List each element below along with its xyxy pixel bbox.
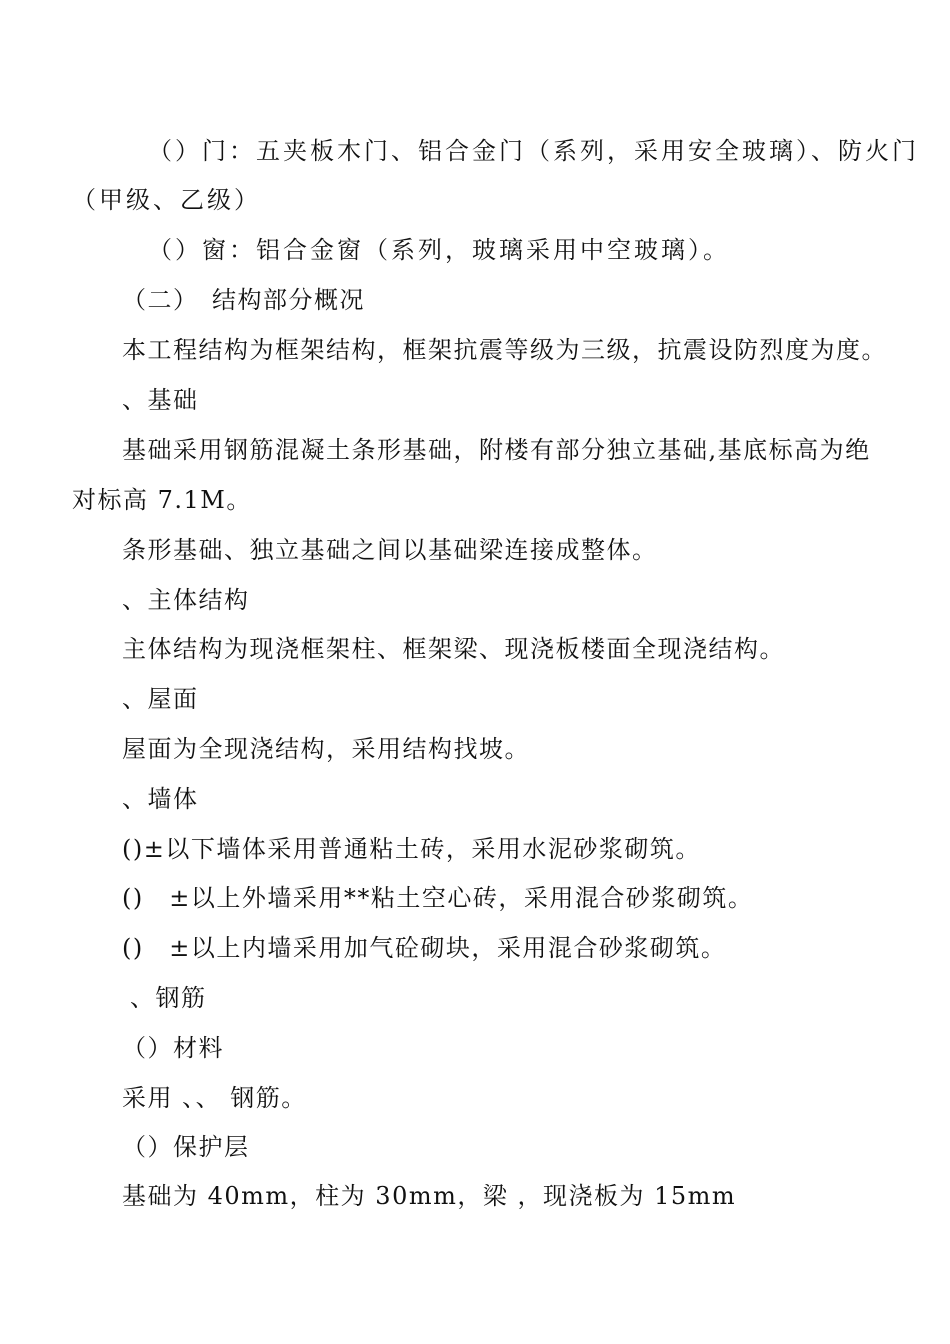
rebar-material-paragraph: 采用 、、 钢筋。: [122, 1084, 307, 1112]
door-spec-continuation: （甲级、乙级）: [72, 186, 261, 214]
foundation-paragraph: 基础采用钢筋混凝土条形基础，附楼有部分独立基础,基底标高为绝: [122, 436, 871, 464]
subheading-foundation: 、基础: [122, 386, 199, 414]
cover-layer-heading: （）保护层: [122, 1133, 250, 1161]
subheading-roof: 、屋面: [122, 685, 199, 713]
window-spec-line: （）窗：铝合金窗（系列，玻璃采用中空玻璃）。: [148, 236, 730, 264]
section-heading-structure: （二） 结构部分概况: [122, 286, 365, 314]
wall-item-3: () ±以上内墙采用加气砼砌块，采用混合砂浆砌筑。: [122, 934, 727, 962]
structure-overview-paragraph: 本工程结构为框架结构，框架抗震等级为三级，抗震设防烈度为度。: [122, 336, 887, 364]
main-structure-paragraph: 主体结构为现浇框架柱、框架梁、现浇板楼面全现浇结构。: [122, 635, 785, 663]
subheading-main-structure: 、主体结构: [122, 586, 250, 614]
subheading-wall: 、墙体: [122, 785, 199, 813]
wall-item-2: () ±以上外墙采用**粘土空心砖，采用混合砂浆砌筑。: [122, 884, 754, 912]
door-spec-line: （）门：五夹板木门、铝合金门（系列，采用安全玻璃）、防火门: [148, 137, 919, 165]
foundation-paragraph-continuation: 对标高 7.1M。: [72, 486, 252, 514]
rebar-material-heading: （）材料: [122, 1034, 224, 1062]
subheading-rebar: 、钢筋: [130, 984, 207, 1012]
roof-paragraph: 屋面为全现浇结构，采用结构找坡。: [122, 735, 530, 763]
wall-item-1: ()±以下墙体采用普通粘土砖，采用水泥砂浆砌筑。: [122, 835, 701, 863]
cover-layer-paragraph: 基础为 40mm，柱为 30mm，梁 ，现浇板为 15mm: [122, 1182, 737, 1210]
foundation-beam-paragraph: 条形基础、独立基础之间以基础梁连接成整体。: [122, 536, 658, 564]
